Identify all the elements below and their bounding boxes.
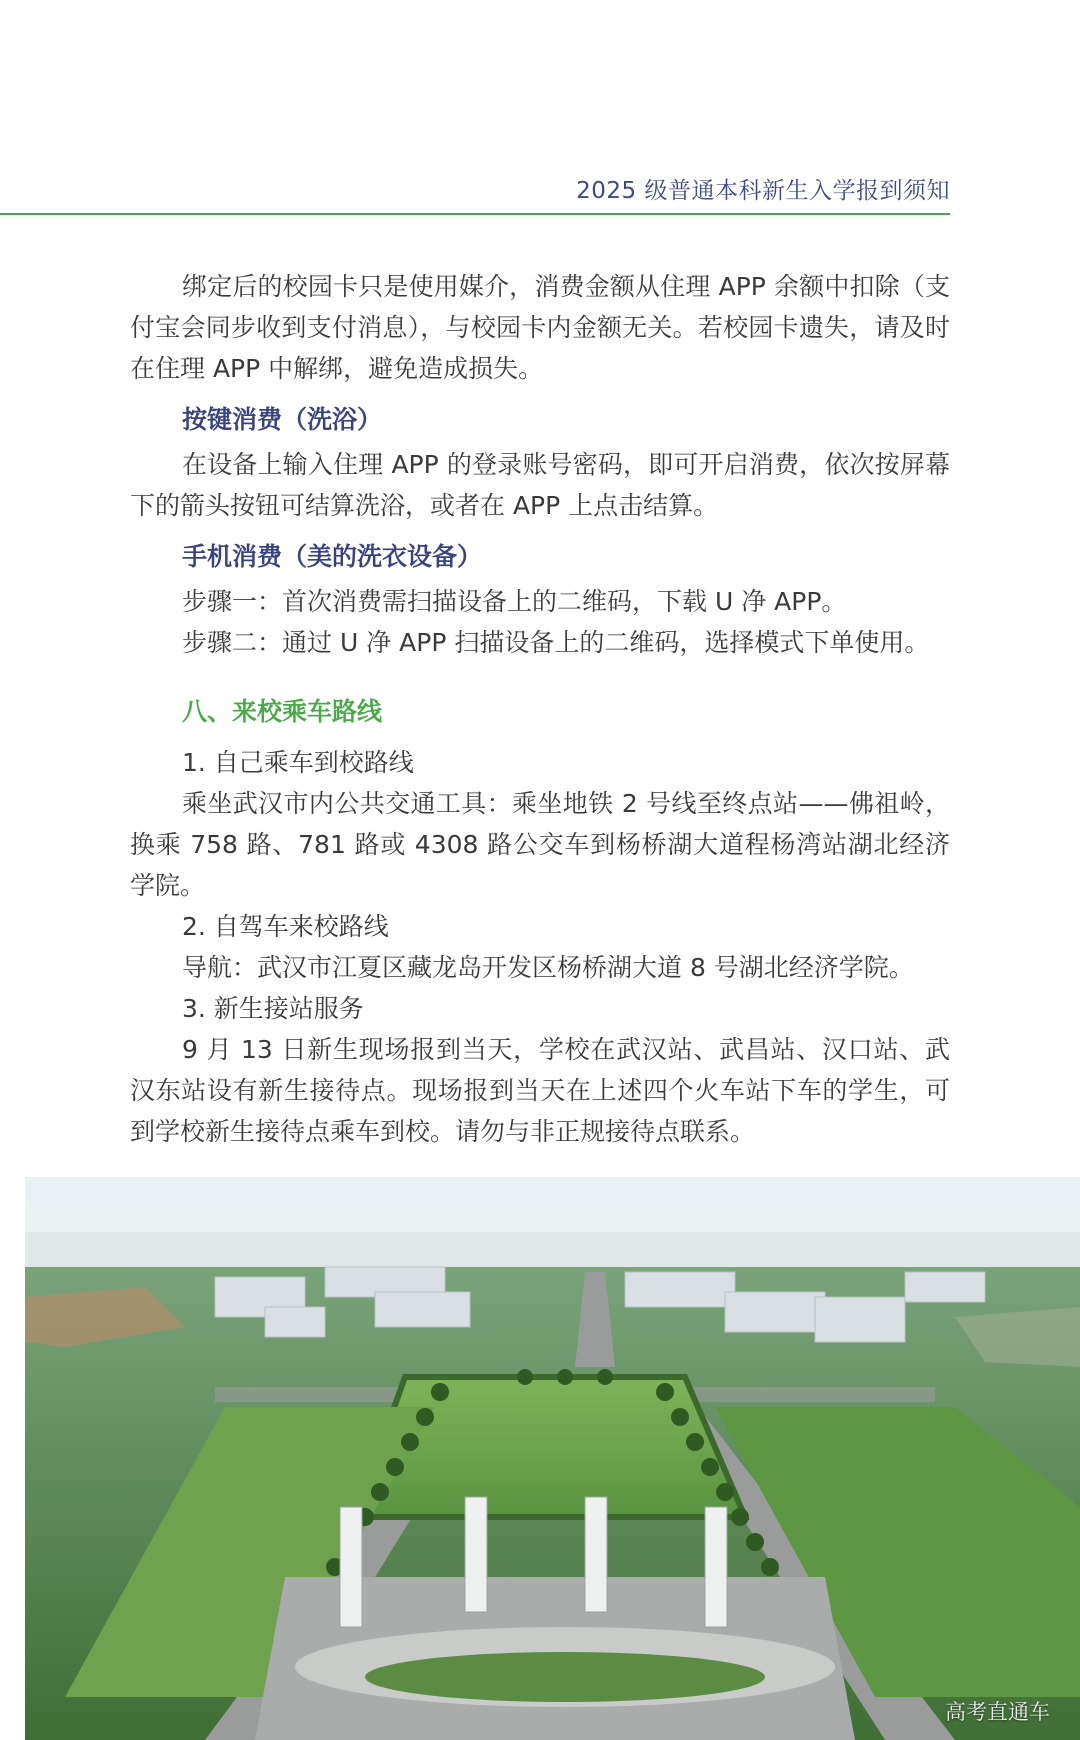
button-consumption-heading: 按键消费（洗浴）	[182, 405, 383, 434]
phone-consumption-heading: 手机消费（美的洗衣设备）	[182, 542, 483, 571]
photo-watermark: 高考直通车	[945, 1700, 1050, 1724]
route-one-title: 1. 自己乘车到校路线	[182, 748, 414, 777]
campus-aerial-photo	[25, 1177, 1080, 1740]
campus-photo-illustration	[25, 1177, 1080, 1740]
route-three-title: 3. 新生接站服务	[182, 994, 364, 1023]
route-two-title: 2. 自驾车来校路线	[182, 912, 389, 941]
route-three-text: 9 月 13 日新生现场报到当天，学校在武汉站、武昌站、汉口站、武汉东站设有新生接待点。现场报到当天在上述四个火车站下车的学生，可到学校新生接待点乘车到校。请勿与非正规接待点联系。	[130, 1035, 950, 1146]
route-two-text: 导航：武汉市江夏区藏龙岛开发区杨桥湖大道 8 号湖北经济学院。	[182, 953, 914, 982]
card-paragraph: 绑定后的校园卡只是使用媒介，消费金额从住理 APP 余额中扣除（支付宝会同步收到支付消息），与校园卡内金额无关。若校园卡遗失，请及时在住理 APP 中解绑，避免造成损失。	[130, 272, 950, 383]
phone-step-one: 步骤一：首次消费需扫描设备上的二维码，下载 U 净 APP。	[182, 587, 847, 616]
button-consumption-paragraph: 在设备上输入住理 APP 的登录账号密码，即可开启消费，依次按屏幕下的箭头按钮可结算洗浴，或者在 APP 上点击结算。	[130, 450, 950, 520]
phone-step-two: 步骤二：通过 U 净 APP 扫描设备上的二维码，选择模式下单使用。	[182, 628, 930, 657]
document-body	[130, 266, 950, 1152]
route-one-text: 乘坐武汉市内公共交通工具：乘坐地铁 2 号线至终点站——佛祖岭，换乘 758 路、781 路或 4308 路公交车到杨桥湖大道程杨湾站湖北经济学院。	[130, 789, 950, 900]
route-section-heading: 八、来校乘车路线	[182, 697, 383, 726]
page-header-title: 2025 级普通本科新生入学报到须知	[576, 178, 950, 204]
header-divider	[0, 213, 950, 215]
